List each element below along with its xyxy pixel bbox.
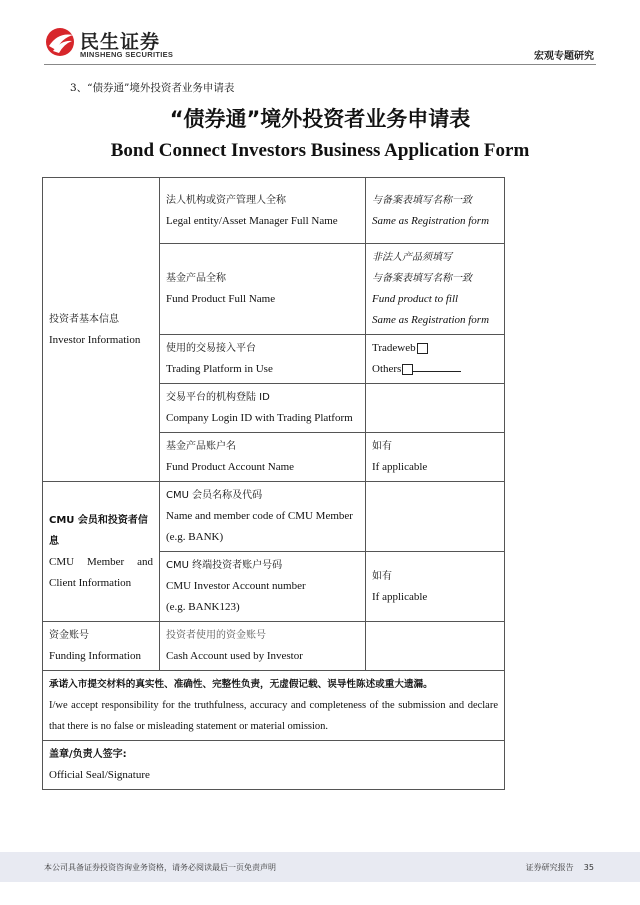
funding-section-cn: 资金账号 <box>49 630 89 641</box>
field-label-cell <box>160 384 366 433</box>
others-checkbox[interactable] <box>402 364 413 375</box>
others-blank-field[interactable] <box>413 361 461 372</box>
field-label-cn: 使用的交易接入平台 <box>166 343 256 354</box>
form-title-en: Bond Connect Investors Business Application Form <box>110 140 530 161</box>
field-label-cn: 基金产品全称 <box>166 273 226 284</box>
field-label-cn: 基金产品账户名 <box>166 441 236 452</box>
application-form-table <box>42 177 505 790</box>
field-note-en: If applicable <box>372 461 428 473</box>
field-label-en: Legal entity/Asset Manager Full Name <box>166 214 338 227</box>
option-others <box>372 359 498 380</box>
field-label-cell <box>160 335 366 384</box>
field-note-cn: 与备案表填写名称一致 <box>372 194 472 206</box>
field-label-cn: 法人机构或资产管理人全称 <box>166 194 286 206</box>
form-title-cn: “债券通”境外投资者业务申请表 <box>169 107 471 131</box>
field-label-cell <box>160 482 366 552</box>
field-note-en: Same as Registration form <box>372 314 490 326</box>
field-label-en: Name and member code of CMU Member <box>166 510 353 522</box>
field-note-cell[interactable] <box>366 178 505 244</box>
field-label-cn: 投资者使用的资金账号 <box>166 630 266 641</box>
field-note-en: Same as Registration form <box>372 214 490 227</box>
logo-name-en: MINSHENG SECURITIES <box>80 50 174 59</box>
field-label-cn: 交易平台的机构登陆 ID <box>166 392 270 403</box>
cmu-section-cell <box>43 482 160 622</box>
declaration-cn: 承诺入市提交材料的真实性、准确性、完整性负责，无虚假记载、误导性陈述或重大遗漏。 <box>49 679 433 690</box>
field-label-cell <box>160 552 366 622</box>
funding-section-cell <box>43 622 160 671</box>
investor-section-en: Investor Information <box>49 333 141 346</box>
field-value-cell[interactable] <box>366 622 505 671</box>
field-note-cell[interactable] <box>366 552 505 622</box>
signature-cell[interactable] <box>43 741 505 790</box>
field-note-cn: 与备案表填写名称一致 <box>372 273 472 284</box>
field-label-en: Fund Product Full Name <box>166 293 276 305</box>
field-value-cell[interactable] <box>366 384 505 433</box>
field-note-cell[interactable] <box>366 244 505 335</box>
option-tradeweb-label: Tradeweb <box>372 342 416 354</box>
field-label-cell <box>160 244 366 335</box>
field-label-cell <box>160 433 366 482</box>
field-value-cell[interactable] <box>366 482 505 552</box>
footer-disclaimer: 本公司具备证券投资咨询业务资格，请务必阅读最后一页免责声明 <box>44 863 276 872</box>
table-row <box>43 622 505 671</box>
field-label-en: Fund Product Account Name <box>166 461 295 473</box>
signature-label-en: Official Seal/Signature <box>49 769 150 781</box>
platform-options-cell <box>366 335 505 384</box>
cmu-section-cn: CMU 会员和投资者信息 <box>49 514 148 547</box>
cmu-section-en: CMU Member and Client Information <box>49 555 153 589</box>
field-label-example: (e.g. BANK) <box>166 531 224 543</box>
table-row <box>43 482 505 552</box>
investor-section-cn: 投资者基本信息 <box>49 313 119 325</box>
footer-page-info: 证券研究报告 35 <box>525 863 594 872</box>
field-label-cell <box>160 178 366 244</box>
section-label: 3、“债券通”境外投资者业务申请表 <box>70 82 235 94</box>
field-label-en: Cash Account used by Investor <box>166 650 303 662</box>
field-label-cn: CMU 会员名称及代码 <box>166 490 263 501</box>
field-label-en: Trading Platform in Use <box>166 363 273 375</box>
minsheng-logo-icon <box>44 26 76 62</box>
declaration-en: I/we accept responsibility for the truthfulness, accuracy and completeness of the submission and declare that there is no false or misleading statement or material omission. <box>49 700 498 732</box>
option-others-label: Others <box>372 363 402 375</box>
declaration-cell <box>43 671 505 741</box>
investor-section-cell <box>43 178 160 482</box>
option-tradeweb <box>372 338 498 359</box>
table-row <box>43 741 505 790</box>
field-note-cn: 非法人产品须填写 <box>372 252 452 263</box>
field-note-en: If applicable <box>372 590 428 603</box>
table-row <box>43 178 505 244</box>
tradeweb-checkbox[interactable] <box>417 343 428 354</box>
field-label-example: (e.g. BANK123) <box>166 601 240 613</box>
signature-label-cn: 盖章/负责人签字: <box>49 749 127 760</box>
field-note-cn: 如有 <box>372 441 392 452</box>
field-label-en: Company Login ID with Trading Platform <box>166 412 353 424</box>
funding-section-en: Funding Information <box>49 650 141 662</box>
field-note-cell[interactable] <box>366 433 505 482</box>
table-row <box>43 671 505 741</box>
field-note-cn: 如有 <box>372 570 392 582</box>
field-label-cell <box>160 622 366 671</box>
report-category: 宏观专题研究 <box>534 51 594 62</box>
header-divider <box>44 64 596 65</box>
logo-name-cn: 民生证券 <box>80 31 161 53</box>
field-label-cn: CMU 终端投资者账户号码 <box>166 560 283 571</box>
field-note-en: Fund product to fill <box>372 293 459 305</box>
field-label-en: CMU Investor Account number <box>166 580 306 592</box>
